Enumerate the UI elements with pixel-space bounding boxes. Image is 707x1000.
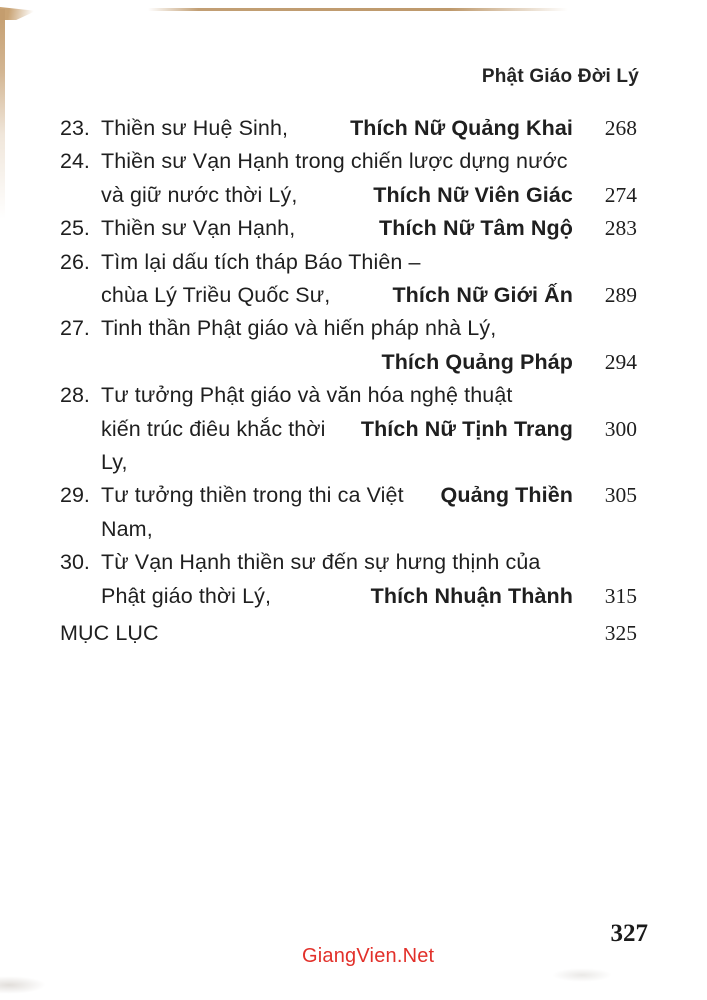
- toc-row: [60, 179, 637, 212]
- toc-entry-title: Tinh thần Phật giáo và hiến pháp nhà Lý,: [101, 316, 497, 341]
- toc-entry-number: 27.: [60, 316, 90, 341]
- toc-entry-number: 26.: [60, 249, 90, 274]
- toc-entry-page: 268: [604, 116, 637, 140]
- toc-entry-title: MỤC LỤC: [60, 621, 159, 646]
- toc-row: [60, 617, 637, 650]
- toc-entry-title: Thiền sư Vạn Hạnh trong chiến lược dựng nước: [101, 149, 568, 174]
- scan-artifact-corner-fold: [0, 7, 36, 20]
- toc-entry-author: Quảng Thiền: [440, 483, 573, 508]
- running-head-title: Phật Giáo Đời Lý: [481, 66, 639, 87]
- toc-row: [60, 379, 637, 412]
- toc-entry-page: 305: [604, 483, 637, 508]
- toc-entry-page: 325: [604, 621, 637, 646]
- toc-entry-author: Thích Nữ Quảng Khai: [350, 116, 573, 140]
- toc-row: [60, 479, 637, 546]
- toc-entry-title: Tìm lại dấu tích tháp Báo Thiên –: [101, 249, 421, 274]
- toc-entry-number: 30.: [60, 550, 90, 575]
- toc-entry-title: Tư tưởng thiền trong thi ca Việt Nam,: [101, 483, 404, 541]
- toc-entry-title: Thiền sư Huệ Sinh,: [101, 116, 289, 140]
- toc-entry-author: Thích Nữ Viên Giác: [373, 182, 573, 207]
- toc-entry-number: 23.: [60, 116, 90, 140]
- toc-entry-number: 28.: [60, 383, 90, 408]
- scan-artifact-top-line: [148, 8, 568, 11]
- toc-entry-title: kiến trúc điêu khắc thời Ly,: [101, 416, 326, 475]
- scan-artifact-smudge-bottom-right: [552, 968, 612, 982]
- toc-entry-page: 274: [604, 182, 637, 207]
- toc-entry-page: 300: [604, 416, 637, 441]
- toc-entry-author: Thích Nữ Giới Ấn: [392, 283, 573, 308]
- toc-entry-title: và giữ nước thời Lý,: [101, 182, 298, 207]
- toc-row: [60, 580, 637, 613]
- toc-entry-title: Phật giáo thời Lý,: [101, 583, 272, 608]
- scan-artifact-left-edge: [0, 9, 5, 219]
- toc-entry-number: 24.: [60, 149, 90, 174]
- toc-entry-page: 283: [604, 216, 637, 241]
- toc-entry-page: 294: [604, 349, 637, 374]
- toc-row: [60, 112, 637, 145]
- watermark-text: GiangVien.Net: [302, 945, 435, 967]
- toc-row: [60, 246, 637, 279]
- toc-list: [60, 112, 637, 651]
- toc-entry-page: 289: [604, 283, 637, 308]
- toc-entry-author: Thích Nữ Tâm Ngộ: [379, 216, 573, 241]
- toc-row: [60, 346, 637, 379]
- toc-row: [60, 312, 637, 345]
- toc-entry-author: Thích Nữ Tịnh Trang: [360, 416, 573, 441]
- toc-row: [60, 145, 637, 178]
- toc-entry-title: Thiền sư Vạn Hạnh,: [101, 216, 296, 241]
- toc-entry-author: Thích Quảng Pháp: [381, 349, 573, 374]
- footer-page-number: 327: [610, 920, 648, 947]
- toc-row: [60, 546, 637, 579]
- toc-entry-title: Từ Vạn Hạnh thiền sư đến sự hưng thịnh của: [101, 550, 541, 575]
- toc-entry-title: Tư tưởng Phật giáo và văn hóa nghệ thuật: [101, 383, 513, 408]
- toc-entry-title: chùa Lý Triều Quốc Sư,: [101, 283, 331, 308]
- scan-artifact-smudge-bottom-left: [0, 976, 46, 994]
- toc-row: [60, 212, 637, 245]
- toc-row: [60, 413, 637, 480]
- toc-entry-number: 29.: [60, 483, 90, 508]
- toc-entry-number: 25.: [60, 216, 90, 241]
- toc-row: [60, 279, 637, 312]
- toc-entry-page: 315: [604, 583, 637, 608]
- toc-entry-author: Thích Nhuận Thành: [370, 583, 573, 608]
